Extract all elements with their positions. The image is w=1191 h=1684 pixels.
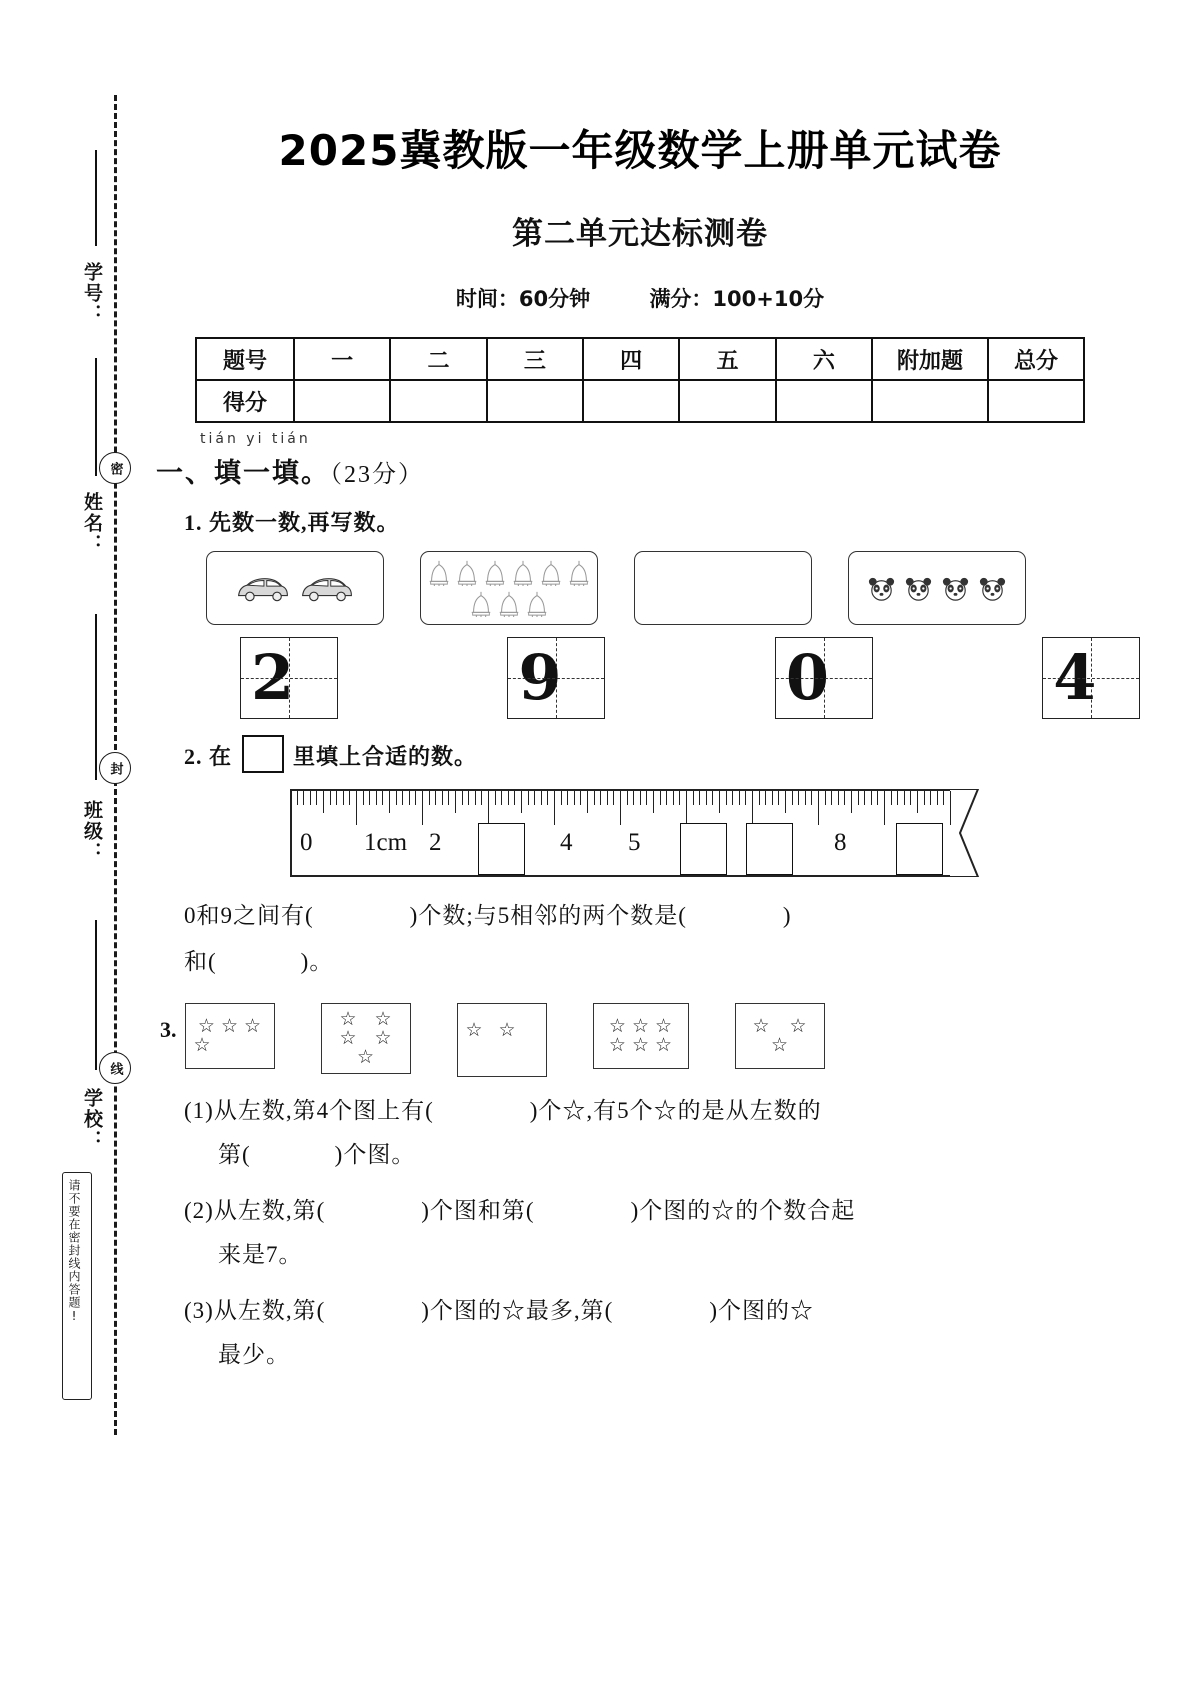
ruler-tick (739, 791, 740, 805)
star-box-3 (457, 1003, 547, 1077)
ruler-tick (297, 791, 298, 805)
score-col-1: 一 (294, 338, 390, 380)
bell-icon (496, 589, 522, 619)
star-icon: ☆ (631, 1034, 650, 1056)
ruler-tick (554, 791, 555, 825)
ruler-answer-box-6[interactable] (680, 823, 727, 875)
q3-sub1-b: )个☆,有5个☆的是从左数的 (529, 1098, 822, 1123)
score-col-extra: 附加题 (872, 338, 988, 380)
ruler-tick (653, 791, 654, 813)
ruler-tick (864, 791, 865, 805)
field-label-student-id: 学号： (81, 262, 103, 325)
ruler-tick (336, 791, 337, 805)
q3-sub1-d: )个图。 (334, 1142, 416, 1167)
bell-icon (426, 558, 452, 588)
question-3-label: 3. (160, 1017, 177, 1042)
ruler-tick (937, 791, 938, 805)
score-cell-4[interactable] (583, 380, 679, 422)
ruler-tick (481, 791, 482, 805)
ruler-tick (356, 791, 357, 825)
ruler-tick (363, 791, 364, 805)
seal-char-mi: 密 (99, 452, 131, 484)
ruler-tick (693, 791, 694, 805)
ruler-tick (871, 791, 872, 805)
score-cell-total[interactable] (988, 380, 1084, 422)
ruler-tick (765, 791, 766, 805)
section-1-label: 一、填一填。 (156, 458, 330, 488)
ruler-tick (811, 791, 812, 805)
question-2-text (184, 735, 1140, 773)
ruler-tick (772, 791, 773, 805)
q2-fill-b: )个数;与5相邻的两个数是( (409, 903, 687, 928)
ruler-tick (607, 791, 608, 805)
ruler-tick (858, 791, 859, 805)
ruler-tick (396, 791, 397, 805)
star-icon: ☆ (374, 1027, 392, 1049)
ruler-label-8: 8 (834, 829, 847, 856)
ruler-tick (798, 791, 799, 805)
field-label-name: 姓名： (81, 492, 103, 555)
ruler-tick (547, 791, 548, 805)
question-1-picture-row (206, 551, 1140, 625)
ruler-tick (429, 791, 430, 805)
star-icon: ☆ (244, 1015, 262, 1037)
ruler-label-5: 5 (628, 829, 641, 856)
sealing-notice: 请不要在密封线内答题! (62, 1172, 92, 1400)
exam-full-marks: 满分：100+10分 (649, 287, 825, 311)
q3-sub1-c: 第( (218, 1142, 251, 1167)
ruler-tick (468, 791, 469, 805)
bell-icon (510, 558, 536, 588)
section-1-points: （23分） (330, 462, 424, 488)
question-1-label: 1. (184, 510, 203, 535)
star-icon: ☆ (608, 1015, 626, 1037)
star-icon: ☆ (197, 1015, 215, 1037)
star-box-2 (321, 1003, 411, 1074)
ruler-tick (521, 791, 522, 813)
ruler-tick (376, 791, 377, 805)
field-label-class: 班级： (81, 800, 103, 863)
page-subtitle: 第二单元达标测卷 (512, 216, 768, 252)
ruler-tick (290, 791, 291, 825)
ruler-tick (778, 791, 779, 805)
ruler-tick (930, 791, 931, 805)
ruler-tick (349, 791, 350, 805)
q2-fill-e: )。 (300, 949, 334, 974)
ruler-tick (943, 791, 944, 805)
score-row-label-score: 得分 (196, 380, 294, 422)
ruler-tick (435, 791, 436, 805)
q3-sub2-b: )个图和第( (421, 1198, 535, 1223)
ruler-tick (389, 791, 390, 813)
star-icon: ☆ (655, 1015, 673, 1037)
car-icon (298, 573, 356, 603)
ruler-tick (455, 791, 456, 813)
ruler-tick (561, 791, 562, 805)
bell-icon (454, 558, 480, 588)
ruler-tick (877, 791, 878, 805)
table-row-header (196, 338, 1084, 380)
panda-icon (977, 573, 1008, 604)
inline-answer-box[interactable] (242, 735, 284, 773)
ruler-tick (600, 791, 601, 805)
score-table (195, 337, 1085, 423)
star-icon: ☆ (770, 1034, 789, 1056)
page-title: 2025冀教版一年级数学上册单元试卷 (278, 126, 1002, 175)
answer-digit-4: 4 (1053, 641, 1097, 714)
score-cell-1[interactable] (294, 380, 390, 422)
ruler-tick (699, 791, 700, 805)
picture-box-pandas (848, 551, 1026, 625)
ruler-tick (732, 791, 733, 805)
ruler-tick (488, 791, 489, 825)
field-rule-name (95, 358, 97, 476)
star-icon: ☆ (339, 1027, 357, 1049)
star-icon: ☆ (356, 1046, 375, 1068)
ruler-tick (613, 791, 614, 805)
ruler-tick (759, 791, 760, 805)
ruler-tick (541, 791, 542, 805)
star-row-line (194, 1036, 266, 1055)
ruler-tick (627, 791, 628, 805)
panda-icon (903, 573, 934, 604)
ruler-tick (719, 791, 720, 813)
ruler-tick (495, 791, 496, 805)
q2-fill-a: 0和9之间有( (184, 903, 314, 928)
picture-box-empty (634, 551, 812, 625)
tianzige-answer-3[interactable] (775, 637, 873, 719)
answer-digit-1: 2 (251, 641, 295, 714)
ruler-tick (409, 791, 410, 805)
question-1-prompt: 先数一数,再写数。 (209, 510, 400, 535)
field-rule-school (95, 920, 97, 1070)
star-icon: ☆ (220, 1015, 239, 1037)
question-2-prompt-before: 在 (209, 744, 233, 769)
ruler-tick (382, 791, 383, 805)
ruler-tick (369, 791, 370, 805)
star-icon: ☆ (752, 1015, 770, 1037)
ruler-tick (910, 791, 911, 805)
field-label-school: 学校： (81, 1088, 103, 1151)
ruler-tick (851, 791, 852, 813)
ruler-tick (924, 791, 925, 805)
tianzige-answer-2[interactable] (507, 637, 605, 719)
score-cell-5[interactable] (679, 380, 775, 422)
bell-icon (566, 558, 592, 588)
ruler-graphic (290, 789, 980, 877)
ruler-tick (745, 791, 746, 805)
q2-fill-c: ) (782, 903, 792, 928)
ruler-tick (686, 791, 687, 825)
score-col-5: 五 (679, 338, 775, 380)
question-2-fill-line-2 (184, 939, 1140, 985)
ruler-tick (706, 791, 707, 805)
score-cell-2[interactable] (390, 380, 486, 422)
ruler-tick (917, 791, 918, 813)
answer-digit-2: 9 (518, 641, 562, 714)
ruler-answer-box-7[interactable] (746, 823, 793, 875)
q3-sub2-a: (2)从左数,第( (184, 1198, 326, 1223)
ruler-tick (752, 791, 753, 825)
question-3-sub-2 (184, 1189, 1140, 1233)
star-icon: ☆ (655, 1034, 673, 1056)
picture-box-cars (206, 551, 384, 625)
ruler-tick (838, 791, 839, 805)
question-3-sub-3 (184, 1289, 1140, 1333)
score-table-wrapper (195, 337, 1085, 423)
ruler-tick (818, 791, 819, 825)
ruler-tick (785, 791, 786, 813)
star-row-line (466, 1021, 516, 1040)
seal-char-xian: 线 (99, 1052, 131, 1084)
ruler-tick (884, 791, 885, 825)
star-icon: ☆ (498, 1019, 516, 1041)
star-icon: ☆ (193, 1034, 211, 1056)
question-1-text (184, 506, 1140, 537)
sealing-sidebar (0, 0, 140, 1684)
ruler-tick (594, 791, 595, 805)
ruler-tick (508, 791, 509, 805)
score-col-3: 三 (487, 338, 583, 380)
seal-char-feng: 封 (99, 752, 131, 784)
ruler-tick (442, 791, 443, 805)
ruler-tick (574, 791, 575, 805)
star-icon: ☆ (631, 1015, 650, 1037)
ruler-tick (303, 791, 304, 805)
field-rule-student-id (95, 150, 97, 246)
score-cell-extra[interactable] (872, 380, 988, 422)
ruler-tick (475, 791, 476, 805)
question-3-sub-3-cont (184, 1333, 1140, 1377)
star-box-5 (735, 1003, 825, 1069)
ruler-tick (415, 791, 416, 805)
star-icon: ☆ (374, 1008, 392, 1030)
q3-sub3-b: )个图的☆最多,第( (421, 1298, 614, 1323)
ruler-tick (792, 791, 793, 805)
field-rule-class (95, 614, 97, 780)
question-3-sub-1 (184, 1089, 1140, 1133)
ruler-tick (620, 791, 621, 825)
q3-sub3-a: (3)从左数,第( (184, 1298, 326, 1323)
q3-sub2-c: )个图的☆的个数合起 (630, 1198, 856, 1223)
star-icon: ☆ (339, 1008, 357, 1030)
star-icon: ☆ (789, 1015, 807, 1037)
question-2-label: 2. (184, 744, 203, 769)
ruler-tick (534, 791, 535, 805)
star-icon: ☆ (465, 1019, 483, 1041)
table-row-scores (196, 380, 1084, 422)
ruler-tick (666, 791, 667, 805)
bell-icon (468, 589, 494, 619)
question-3-sub-1-cont (184, 1133, 1140, 1177)
star-row-line (357, 1048, 374, 1067)
ruler-tick (330, 791, 331, 805)
score-col-total: 总分 (988, 338, 1084, 380)
ruler-tick (844, 791, 845, 805)
ruler-tick (343, 791, 344, 805)
ruler-tick (660, 791, 661, 805)
section-1-pinyin: tián yi tián (200, 431, 311, 447)
ruler-tick (528, 791, 529, 805)
ruler-tick (673, 791, 674, 805)
q3-sub2-d: 来是7。 (218, 1242, 303, 1267)
ruler-tick (310, 791, 311, 805)
ruler-answer-box-9[interactable] (896, 823, 943, 875)
question-2-prompt-after: 里填上合适的数。 (293, 744, 478, 769)
panda-icon (940, 573, 971, 604)
ruler-tick (891, 791, 892, 805)
panda-icon (866, 573, 897, 604)
ruler-tick (422, 791, 423, 825)
ruler-tick (316, 791, 317, 805)
question-3-star-row (160, 1003, 1140, 1077)
ruler-tick (825, 791, 826, 805)
bell-icon (538, 558, 564, 588)
ruler-tick (462, 791, 463, 805)
question-3-sub-2-cont (184, 1233, 1140, 1277)
tianzige-answer-4[interactable] (1042, 637, 1140, 719)
ruler-tick (897, 791, 898, 805)
ruler-tick (904, 791, 905, 805)
ruler-label-0: 0 (300, 829, 313, 856)
star-row-line (609, 1036, 672, 1055)
star-box-4 (593, 1003, 689, 1069)
star-box-1 (185, 1003, 275, 1069)
exam-content (140, 0, 1140, 1377)
section-1-heading (156, 431, 1140, 490)
ruler-tick (712, 791, 713, 805)
q3-sub3-d: 最少。 (218, 1342, 290, 1367)
ruler-label-2: 2 (429, 829, 442, 856)
question-1-answer-row (240, 637, 1140, 719)
ruler-tick (580, 791, 581, 805)
ruler-tick (402, 791, 403, 805)
exam-meta (140, 283, 1140, 313)
tianzige-answer-1[interactable] (240, 637, 338, 719)
ruler-tick (679, 791, 680, 805)
star-icon: ☆ (608, 1034, 626, 1056)
ruler-answer-box-3[interactable] (478, 823, 525, 875)
q3-sub1-a: (1)从左数,第4个图上有( (184, 1098, 434, 1123)
ruler-tick (633, 791, 634, 805)
ruler-tick (950, 791, 951, 825)
ruler-tick (448, 791, 449, 805)
car-icon (234, 573, 292, 603)
exam-time: 时间：60分钟 (455, 287, 591, 311)
score-row-label-number: 题号 (196, 338, 294, 380)
q2-fill-d: 和( (184, 949, 217, 974)
ruler-label-4: 4 (560, 829, 573, 856)
score-col-4: 四 (583, 338, 679, 380)
star-row-line (771, 1036, 788, 1055)
score-cell-3[interactable] (487, 380, 583, 422)
ruler-tick (514, 791, 515, 805)
answer-digit-3: 0 (785, 641, 829, 714)
ruler-tick (501, 791, 502, 805)
score-cell-6[interactable] (776, 380, 872, 422)
ruler-tick (805, 791, 806, 805)
ruler-label-1cm: 1cm (364, 829, 408, 856)
ruler-tick (587, 791, 588, 813)
ruler-labels (290, 825, 980, 875)
question-2-fill-line-1 (184, 893, 1140, 939)
ruler-tick (323, 791, 324, 813)
score-col-2: 二 (390, 338, 486, 380)
bell-icon (524, 589, 550, 619)
bell-icon (482, 558, 508, 588)
picture-box-bells (420, 551, 598, 625)
ruler-tick (726, 791, 727, 805)
section-1-title (156, 451, 1140, 490)
ruler-tick (831, 791, 832, 805)
ruler-ticks (290, 791, 980, 825)
ruler-tick (646, 791, 647, 805)
ruler-tick (567, 791, 568, 805)
score-col-6: 六 (776, 338, 872, 380)
ruler-tick (640, 791, 641, 805)
q3-sub3-c: )个图的☆ (709, 1298, 814, 1323)
